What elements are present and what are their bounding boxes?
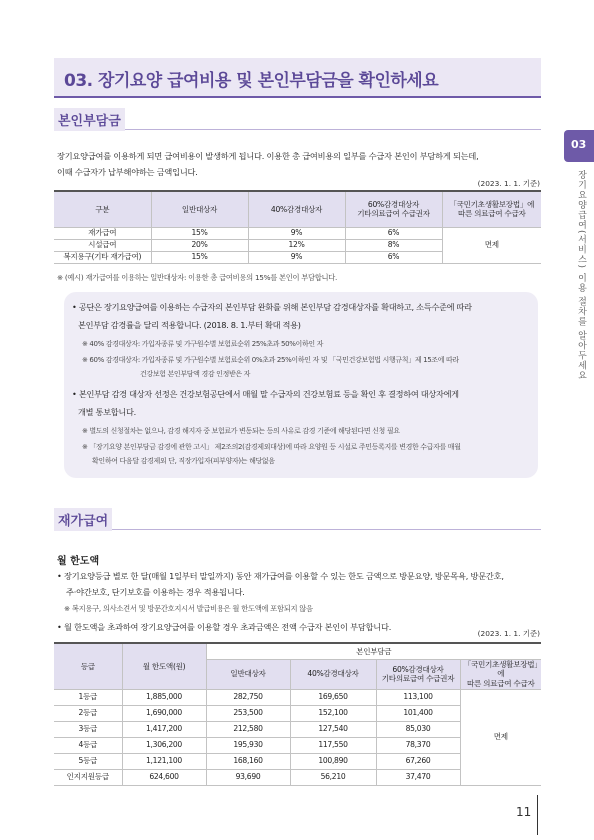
callout-note: ※ 40% 감경대상자: 가입자종류 및 가구원수별 보험료순위 25%초과 50%이하인 자 <box>82 340 324 348</box>
page-number-divider <box>537 795 538 835</box>
table-row: 3등급 1,417,200 212,580 127,540 85,030 <box>54 721 541 737</box>
callout-note: ※ 「장기요양 본인부담금 감경에 관한 고시」 제2조의2(감경제외대상)에 따라 요양원 등 시설로 주민등록지를 변경한 수급자를 매월 <box>82 443 461 451</box>
section-heading-copay: 본인부담금 <box>54 108 541 130</box>
copay-rate-table <box>54 190 541 264</box>
table-row: 5등급 1,121,100 168,160 100,890 67,260 <box>54 753 541 769</box>
table-header: 60%감경대상자 기타의료급여 수급권자 <box>345 191 442 227</box>
callout-note: ※ 별도의 신청절차는 없으나, 감경 해지자 중 보험료가 변동되는 등의 사유로 감경 기준에 해당된다면 신청 필요 <box>82 427 400 435</box>
chapter-title: 장기요양급여(서비스) 이용 절차를 알아두세요 <box>576 170 586 381</box>
reduction-info-box <box>64 292 538 478</box>
table-header: 일반대상자 <box>151 191 248 227</box>
callout-note: 확인하여 다음달 감경제외 단, 직장가입자(피부양자)는 해당없음 <box>92 457 275 465</box>
table-header: 일반대상자 <box>206 659 290 689</box>
callout-bullet-2-line-2: 개별 통보합니다. <box>78 407 136 417</box>
page-number: 11 <box>516 805 532 819</box>
table-row: 시설급여 20% 12% 8% <box>54 239 541 251</box>
table-row: 4등급 1,306,200 195,930 117,550 78,370 <box>54 737 541 753</box>
limit-bullet-2: • 월 한도액을 초과하여 장기요양급여를 이용할 경우 초과금액은 전액 수급자 본인이 부담합니다. <box>57 622 392 632</box>
intro-line-1: 장기요양급여를 이용하게 되면 급여비용이 발생하게 됩니다. 이용한 총 급여비용의 일부를 수급자 본인이 부담하게 되는데, <box>57 151 479 161</box>
callout-note: ※ 60% 감경대상자: 가입자종류 및 가구원수별 보험료순위 0%초과 25%이하인 자 및 「국민건강보험법 시행규칙」제 15조에 따라 <box>82 356 459 364</box>
limit-bullet-1-line-1: • 장기요양등급 별로 한 달(매월 1일부터 말일까지) 동안 재가급여를 이용할 수 있는 한도 금액으로 방문요양, 방문목욕, 방문간호, <box>57 571 504 581</box>
callout-bullet-1-line-2: 본인부담 감경률을 달리 적용합니다. (2018. 8. 1.부터 확대 적용) <box>78 320 301 330</box>
table-header: 40%감경대상자 <box>290 659 376 689</box>
table-header: 월 한도액(원) <box>122 643 206 689</box>
callout-bullet-2-line-1: • 본인부담 감경 대상자 선정은 건강보험공단에서 매월 말 수급자의 건강보험료 등을 확인 후 결정하여 대상자에게 <box>72 389 459 399</box>
chapter-tab <box>564 130 594 162</box>
callout-bullet-1-line-1: • 공단은 장기요양급여를 이용하는 수급자의 본인부담 완화를 위해 본인부담 감경대상자를 확대하고, 소득수준에 따라 <box>72 302 472 312</box>
page-title: 03. 장기요양 급여비용 및 본인부담금을 확인하세요 <box>64 71 439 91</box>
limit-bullet-1-line-2: 주·야간보호, 단기보호를 이용하는 경우 적용됩니다. <box>66 587 245 597</box>
table-header: 60%감경대상자 기타의료급여 수급권자 <box>376 659 460 689</box>
monthly-limit-table <box>54 642 541 786</box>
copay-footnote: ※ (예시) 재가급여를 이용하는 일반대상자: 이용한 총 급여비용의 15%를 본인이 부담합니다. <box>57 273 338 282</box>
table-group-header: 본인부담금 <box>206 643 541 659</box>
table-row: 복지용구(기타 재가급여) 15% 9% 6% <box>54 251 541 263</box>
table-row: 재가급여 15% 9% 6% 면제 <box>54 227 541 239</box>
table-header: 「국민기초생활보장법」에 따른 의료급여 수급자 <box>460 659 541 689</box>
table-header: 40%감경대상자 <box>248 191 345 227</box>
monthly-limit-heading: 월 한도액 <box>57 556 100 567</box>
callout-note: 건강보험 본인부담액 경감 인정받은 자 <box>140 370 251 378</box>
as-of-date-1: (2023. 1. 1. 기준) <box>477 179 540 188</box>
as-of-date-2: (2023. 1. 1. 기준) <box>477 629 540 638</box>
table-header: 등급 <box>54 643 122 689</box>
page-title-band <box>54 58 541 98</box>
chapter-number: 03 <box>571 138 587 151</box>
table-header: 「국민기초생활보장법」에 따른 의료급여 수급자 <box>442 191 541 227</box>
section-heading-home-care: 재가급여 <box>54 508 541 530</box>
table-row: 인지지원등급 624,600 93,690 56,210 37,470 <box>54 769 541 785</box>
exempt-cell: 면제 <box>442 227 541 263</box>
table-row: 1등급 1,885,000 282,750 169,650 113,100 면제 <box>54 689 541 705</box>
intro-line-2: 이때 수급자가 납부해야하는 금액입니다. <box>57 167 198 177</box>
table-header: 구분 <box>54 191 151 227</box>
limit-note: ※ 복지용구, 의사소견서 및 방문간호지시서 발급비용은 월 한도액에 포함되지 않음 <box>64 604 313 613</box>
table-row: 2등급 1,690,000 253,500 152,100 101,400 <box>54 705 541 721</box>
exempt-cell: 면제 <box>460 689 541 785</box>
